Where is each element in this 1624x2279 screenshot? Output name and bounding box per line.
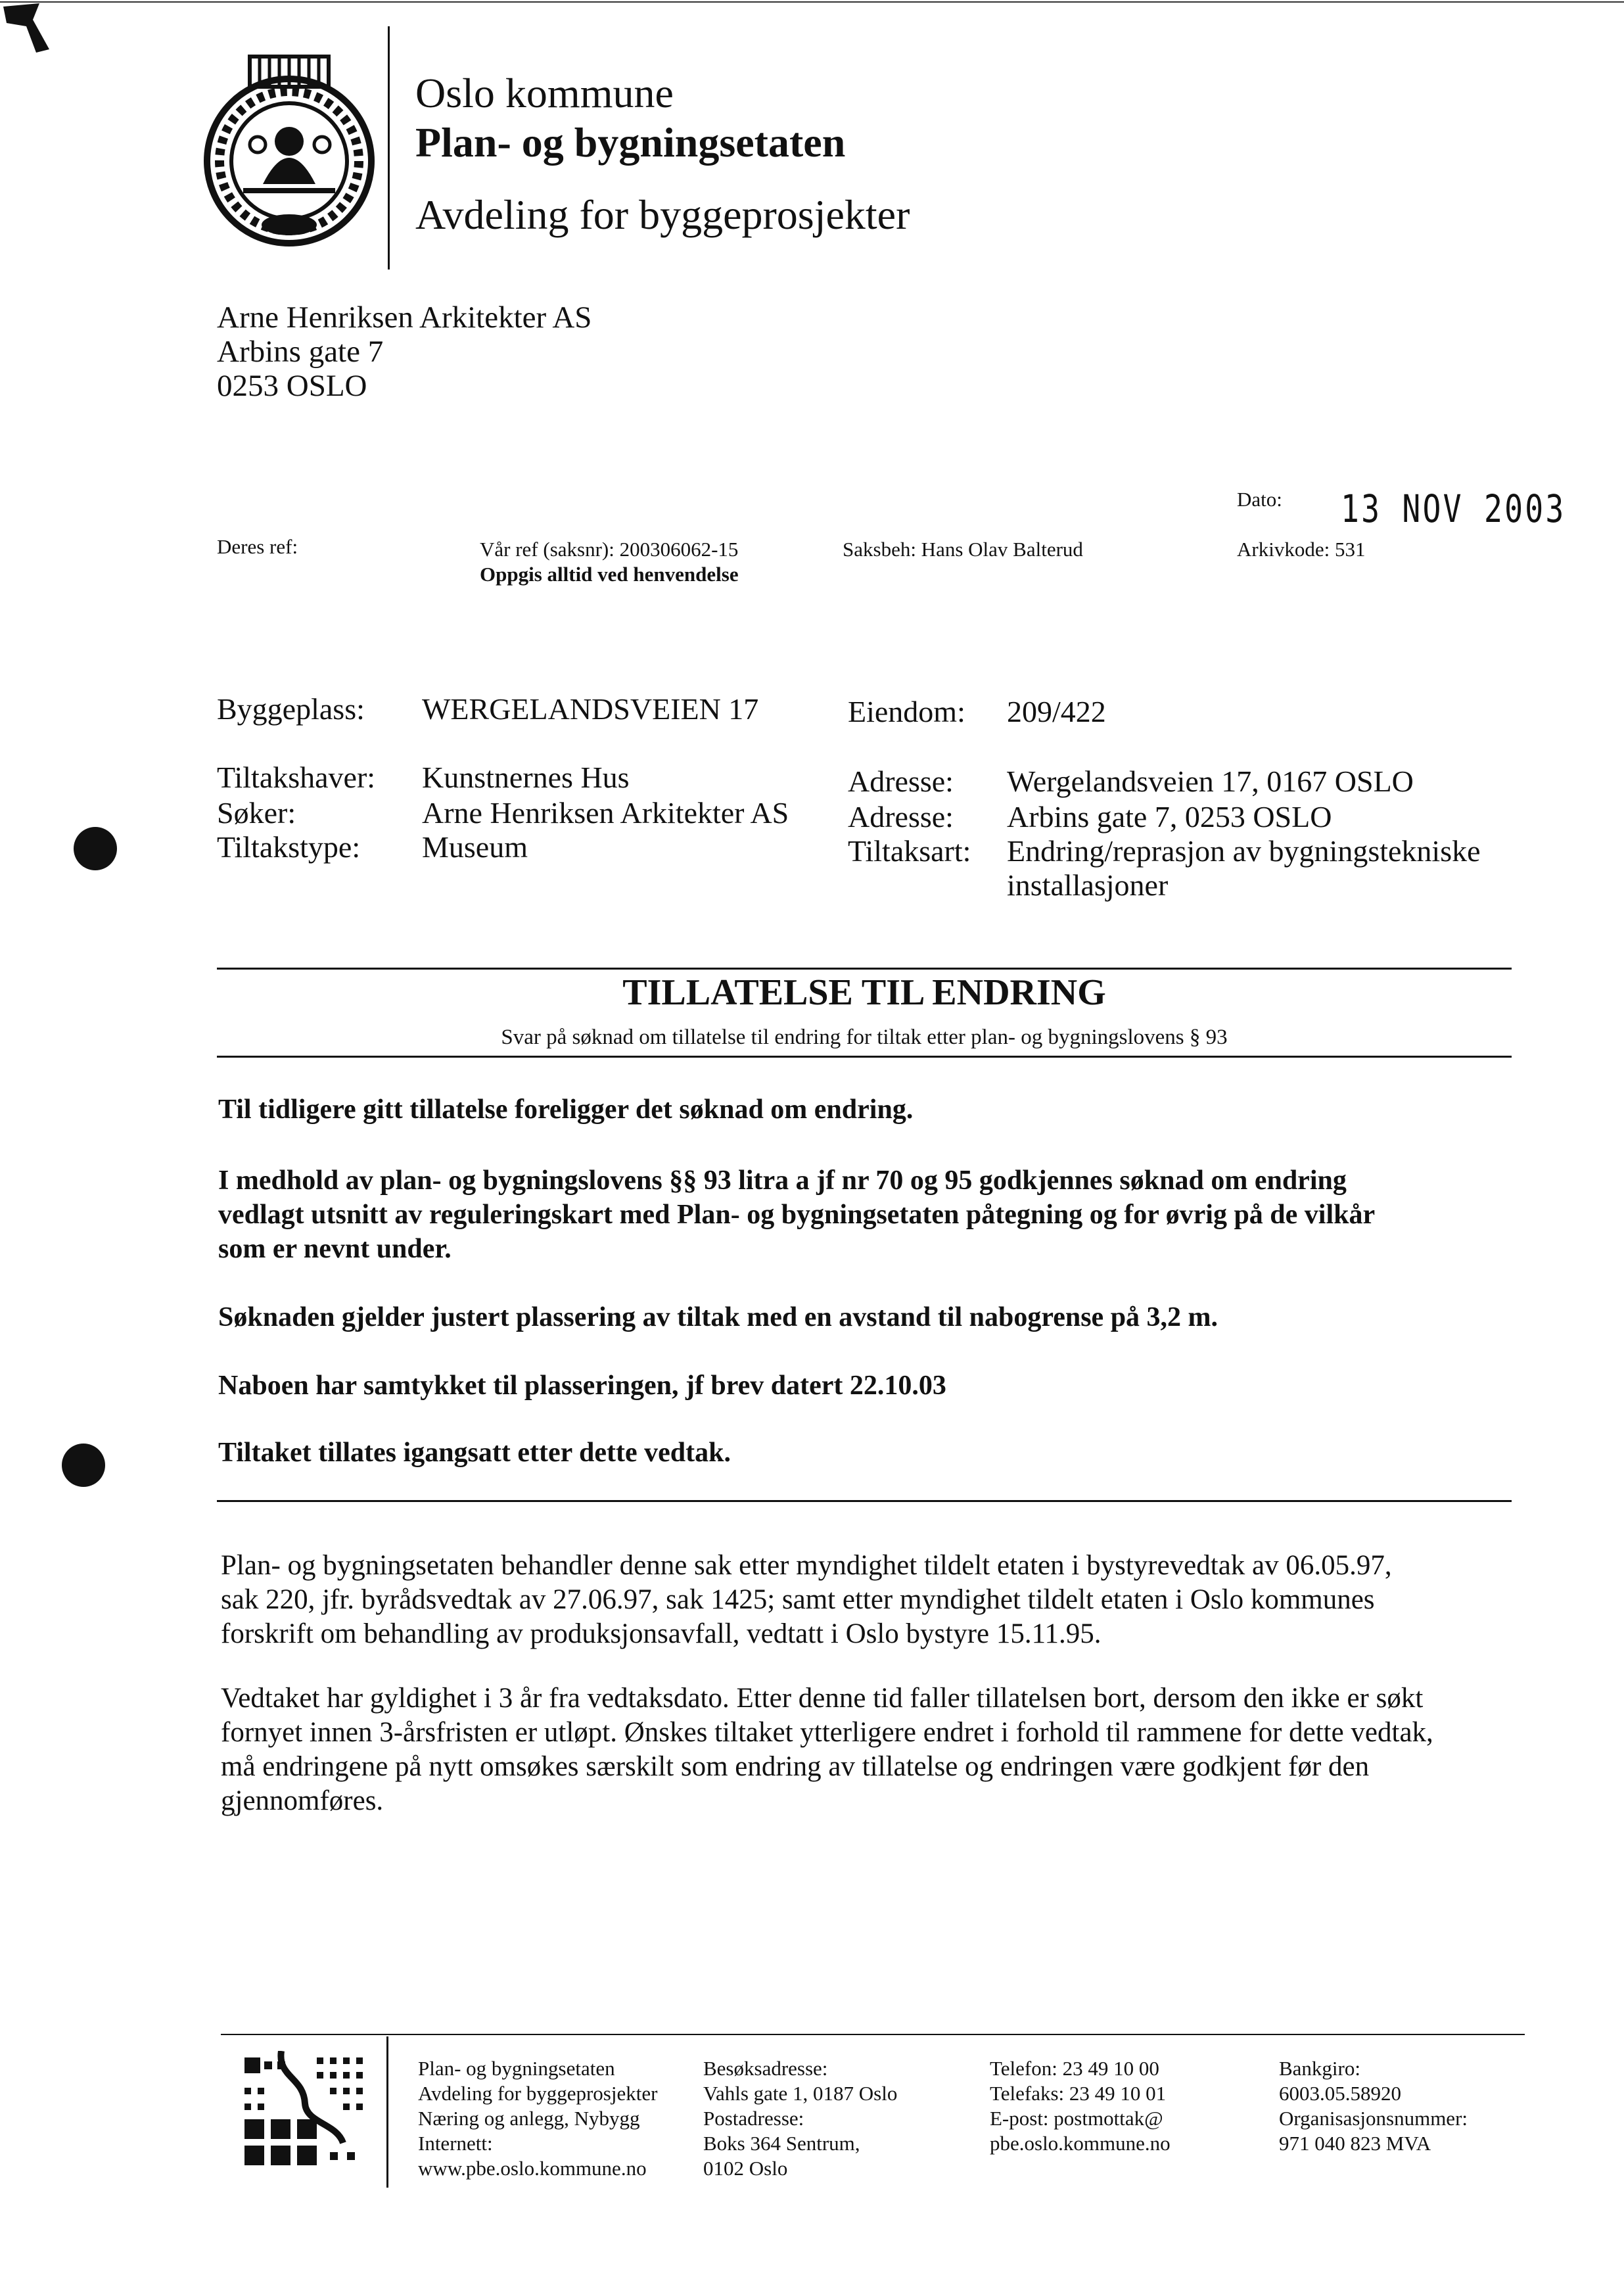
footer-col1-line: Internett:: [418, 2132, 493, 2155]
soker-adresse-label: Adresse:: [848, 800, 954, 834]
footer-email-domain[interactable]: pbe.oslo.kommune.no: [990, 2132, 1171, 2155]
soker-adresse: Arbins gate 7, 0253 OSLO: [1007, 800, 1332, 834]
footer-phone: Telefon: 23 49 10 00: [990, 2057, 1159, 2080]
footer-col4-line: 971 040 823 MVA: [1279, 2132, 1431, 2155]
var-ref: Vår ref (saksnr): 200306062-15: [480, 538, 739, 561]
tiltakshaver-value: Kunstnernes Hus: [422, 761, 630, 794]
footer-col4-line: Bankgiro:: [1279, 2057, 1360, 2080]
punch-hole: [74, 827, 117, 870]
top-scan-line: [0, 1, 1624, 3]
footer-website-link[interactable]: www.pbe.oslo.kommune.no: [418, 2157, 647, 2180]
scan-mark: [0, 0, 92, 66]
decision-p4: Naboen har samtykket til plasseringen, jf brev datert 22.10.03: [218, 1371, 946, 1401]
footer-col-agency: [418, 2056, 657, 2181]
body-p2-line4: gjennomføres.: [221, 1785, 384, 1816]
tiltakstype-value: Museum: [422, 830, 528, 864]
tiltaksart-line1: Endring/reprasjon av bygningstekniske: [1007, 834, 1481, 868]
footer-col-bank: [1279, 2056, 1468, 2156]
header-divider: [388, 26, 390, 270]
pbe-logo-icon: [244, 2051, 371, 2167]
tiltaksart-line2: installasjoner: [1007, 868, 1169, 902]
eiendom-label: Eiendom:: [848, 695, 965, 728]
decision-title: TILLATELSE TIL ENDRING: [622, 972, 1106, 1013]
body-p1-line3: forskrift om behandling av produksjonsavfall, vedtatt i Oslo bystyre 15.11.95.: [221, 1618, 1102, 1649]
footer-col2-line: Postadresse:: [703, 2107, 804, 2130]
footer-col-address: [703, 2056, 897, 2181]
punch-hole: [62, 1444, 105, 1487]
footer-col1-line: Plan- og bygningsetaten: [418, 2057, 615, 2080]
department-name: Avdeling for byggeprosjekter: [415, 191, 910, 238]
decision-p2-line1: I medhold av plan- og bygningslovens §§ 93 litra a jf nr 70 og 95 godkjennes søknad om endring: [218, 1165, 1347, 1196]
var-ref-note: Oppgis alltid ved henvendelse: [480, 563, 739, 586]
footer-divider: [386, 2036, 388, 2188]
eiendom-value: 209/422: [1007, 695, 1106, 728]
footer-rule: [221, 2034, 1525, 2035]
footer-email-link[interactable]: E-post: postmottak@: [990, 2107, 1163, 2130]
body-p2-line3: må endringene på nytt omsøkes særskilt som endring av tillatelse og endringen være godkjent før den: [221, 1751, 1370, 1782]
body-p2-line1: Vedtaket har gyldighet i 3 år fra vedtaksdato. Etter denne tid faller tillatelsen bort, dersom den ikke er søkt: [221, 1683, 1424, 1714]
body-p1-line1: Plan- og bygningsetaten behandler denne sak etter myndighet tildelt etaten i bystyrevedtak av 06.05.97,: [221, 1550, 1392, 1581]
footer-col4-line: Organisasjonsnummer:: [1279, 2107, 1468, 2130]
decision-p3: Søknaden gjelder justert plassering av tiltak med en avstand til nabogrense på 3,2 m.: [218, 1302, 1218, 1332]
decision-p2-line3: som er nevnt under.: [218, 1234, 452, 1264]
body-p2-line2: fornyet innen 3-årsfristen er utløpt. Ønskes tiltaket ytterligere endret i forhold til rammene for dette vedtak,: [221, 1717, 1433, 1748]
footer-col2-line: Boks 364 Sentrum,: [703, 2132, 860, 2155]
decision-p2-line2: vedlagt utsnitt av reguleringskart med Plan- og bygningsetaten påtegning og for øvrig på de vilkår: [218, 1200, 1376, 1230]
footer-col2-line: Vahls gate 1, 0187 Oslo: [703, 2082, 898, 2105]
deres-ref-label: Deres ref:: [217, 535, 298, 558]
tiltakshaver-adresse: Wergelandsveien 17, 0167 OSLO: [1007, 764, 1414, 798]
footer-col2-line: Besøksadresse:: [703, 2057, 828, 2080]
date-stamp: 13 NOV 2003: [1341, 486, 1566, 531]
footer-col4-line: 6003.05.58920: [1279, 2082, 1401, 2105]
title-rule-top: [217, 968, 1512, 970]
decision-p5: Tiltaket tillates igangsatt etter dette vedtak.: [218, 1438, 731, 1468]
footer-fax: Telefaks: 23 49 10 01: [990, 2082, 1167, 2105]
body-p1-line2: sak 220, jfr. byrådsvedtak av 27.06.97, sak 1425; samt etter myndighet tildelt etaten i Oslo kommunes: [221, 1584, 1375, 1615]
byggeplass-value: WERGELANDSVEIEN 17: [422, 692, 759, 726]
title-rule-bottom: [217, 1056, 1512, 1058]
arkivkode: Arkivkode: 531: [1237, 538, 1366, 561]
byggeplass-label: Byggeplass:: [217, 692, 365, 726]
decision-subtitle: Svar på søknad om tillatelse til endring for tiltak etter plan- og bygningslovens § 93: [501, 1025, 1228, 1049]
saksbehandler: Saksbeh: Hans Olav Balterud: [843, 538, 1083, 561]
footer-col-contact: [990, 2056, 1171, 2156]
municipality-name: Oslo kommune: [415, 70, 674, 116]
decision-rule-bottom: [217, 1500, 1512, 1502]
footer-col2-line: 0102 Oslo: [703, 2157, 788, 2180]
tiltakshaver-label: Tiltakshaver:: [217, 761, 376, 794]
dato-label: Dato:: [1237, 488, 1282, 511]
oslo-seal-logo: [197, 53, 381, 250]
decision-p1: Til tidligere gitt tillatelse foreligger det søknad om endring.: [218, 1094, 914, 1125]
tiltakshaver-adresse-label: Adresse:: [848, 764, 954, 798]
recipient-name: Arne Henriksen Arkitekter AS: [217, 300, 592, 335]
soker-label: Søker:: [217, 796, 296, 830]
recipient-city: 0253 OSLO: [217, 369, 367, 403]
soker-value: Arne Henriksen Arkitekter AS: [422, 796, 789, 830]
footer-col1-line: Avdeling for byggeprosjekter: [418, 2082, 658, 2105]
recipient-street: Arbins gate 7: [217, 335, 384, 369]
footer-col1-line: Næring og anlegg, Nybygg: [418, 2107, 640, 2130]
agency-name: Plan- og bygningsetaten: [415, 119, 846, 166]
tiltakstype-label: Tiltakstype:: [217, 830, 361, 864]
tiltaksart-label: Tiltaksart:: [848, 834, 971, 868]
